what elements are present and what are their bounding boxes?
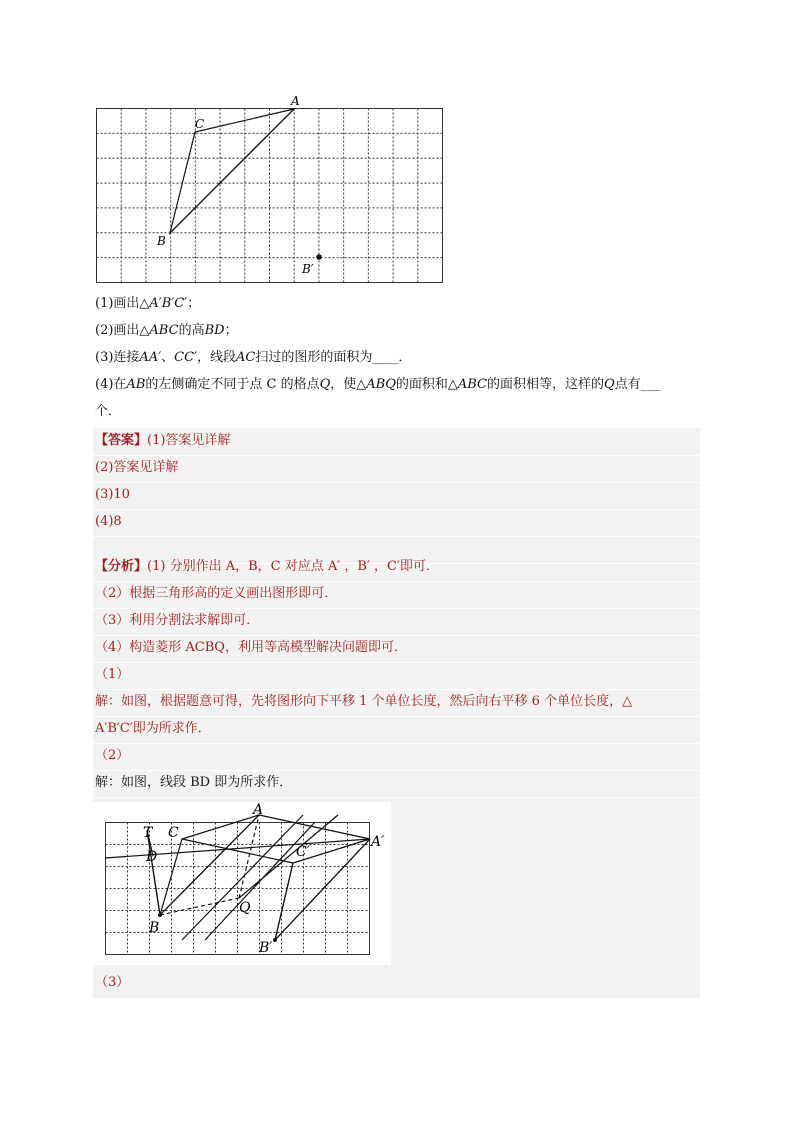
grid-figure-1 [94,94,446,286]
q4-m3: ABQ [366,377,396,392]
q3-suffix: 扫过的图形的面积为____． [255,350,412,365]
answer-row-1 [93,428,700,456]
q3-m1: AA′ [139,350,162,365]
fig2-label-b-prime: B′ [259,940,273,956]
q3-sep: 、 [161,350,175,365]
q4-m1: AB [126,377,146,392]
q4-m2: Q [319,377,331,392]
q3-m3: AC [236,350,256,365]
answer-4: (4)8 [95,514,122,529]
answer-section [93,428,700,998]
analysis-line-1: (1) 分别作出 A，B，C 对应点 A′ ，B′ ，C′即可． [147,559,439,574]
answer-1: (1)答案见详解 [147,433,231,448]
question-4-cont [95,402,121,422]
q2-mid: 的高 [178,323,205,338]
question-2 [95,321,238,341]
question-1 [95,294,200,314]
solution-2-line: 解：如图，线段 BD 即为所求作． [95,775,293,790]
answer-row-4 [93,509,700,537]
part-1-row [93,662,700,690]
fig2-label-b: B [149,920,160,936]
q4-a: (4)在 [95,377,127,392]
grid-figure-2 [93,802,391,965]
q4-d: 的面积和△ [395,377,458,392]
label-b-prime: B′ [302,262,314,276]
question-4 [95,375,705,395]
analysis-tag: 【分析】 [95,559,148,574]
q4-b: 的左侧确定不同于点 C 的格点 [145,377,320,392]
q1-prefix: (1)画出△ [95,296,150,311]
segment-ab [170,109,294,233]
q1-suffix: ； [187,296,201,311]
q3-m2: CC′ [174,350,198,365]
fig2-label-c-prime: C′ [296,844,310,860]
part-2-row [93,743,700,771]
fig2-label-d: D [146,849,158,865]
label-c: C [195,117,205,131]
analysis-line-4: （4）构造菱形 ACBQ，利用等高模型解决问题即可． [95,640,407,655]
q2-suffix: ； [224,323,238,338]
q4-c: ，使△ [330,377,367,392]
solution-1-row-b [93,716,700,744]
question-3 [95,348,411,368]
answer-row-3 [93,482,700,510]
part-3-label: （3） [95,975,130,990]
label-a: A [291,94,300,108]
fig2-label-q: Q [239,900,251,916]
fig2-label-t: T [143,825,153,841]
part-1-label: （1） [95,667,130,682]
solution-1-line-a: 解：如图，根据题意可得，先将图形向下平移 1 个单位长度，然后向右平移 6 个单位长度，△ [95,694,633,709]
q2-math2: BD [204,323,225,338]
answer-2: (2)答案见详解 [95,460,179,475]
q1-math: A′B′C′ [149,296,188,311]
analysis-row-4 [93,635,700,663]
fig2-label-a-prime: A′ [371,834,385,850]
analysis-row-1 [93,554,700,582]
q4-m5: Q [604,377,615,392]
q3-prefix: (3)连接 [95,350,140,365]
analysis-row-2 [93,581,700,609]
answer-row-2 [93,455,700,483]
part-2-label: （2） [95,748,130,763]
solution-2-row [93,770,700,798]
point-b-prime [316,254,322,260]
q4-m4: ABC [457,377,488,392]
q2-math: ABC [149,323,179,338]
analysis-line-2: （2）根据三角形高的定义画出图形即可． [95,586,338,601]
solution-1-line-b: A′B′C′即为所求作． [95,721,211,736]
answer-3: (3)10 [95,487,130,502]
analysis-row-3 [93,608,700,636]
solution-1-row-a [93,689,700,717]
q4-g: 个． [95,404,122,419]
q4-e: 的面积相等，这样的 [487,377,605,392]
q4-f: 点有___ [614,377,661,392]
fig2-label-c: C [168,825,179,841]
analysis-line-3: （3）利用分割法求解即可． [95,613,260,628]
fig2-label-a: A [253,802,264,818]
q3-mid: ，线段 [197,350,237,365]
figure-2-container [93,802,391,965]
label-b: B [157,234,166,248]
q2-prefix: (2)画出△ [95,323,150,338]
answer-tag: 【答案】 [95,433,148,448]
